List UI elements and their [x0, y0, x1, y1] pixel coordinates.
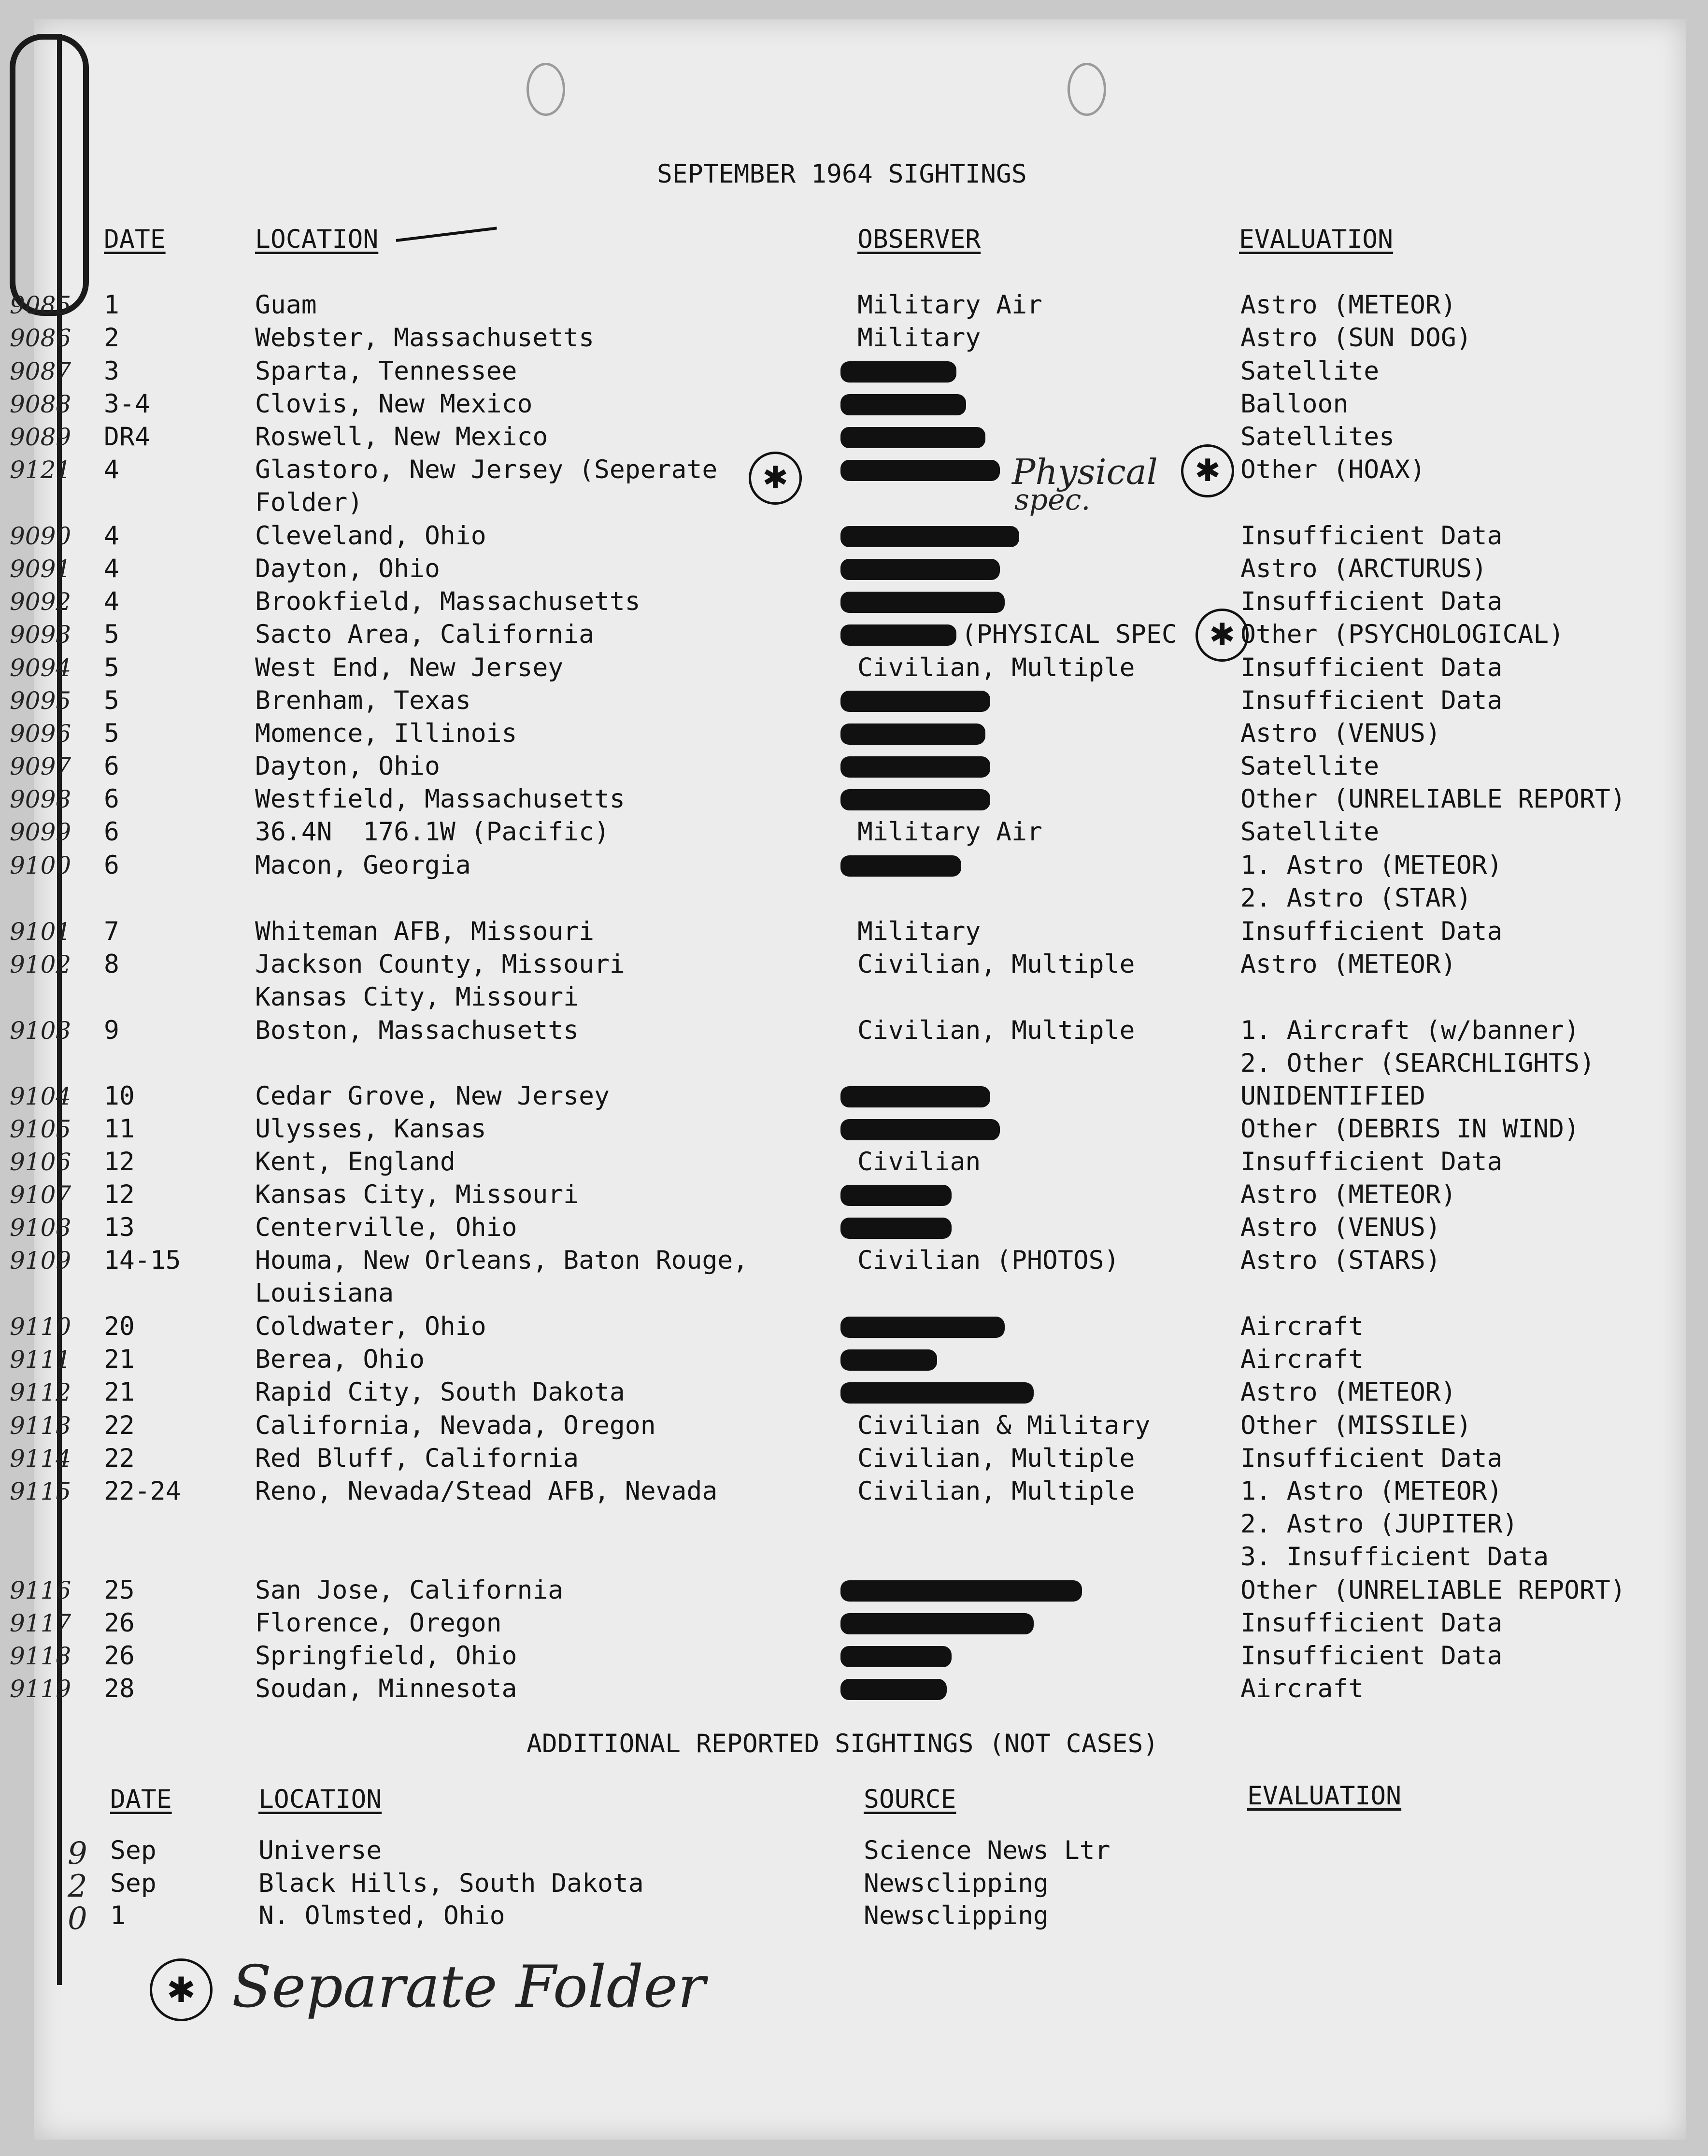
row-evaluation-cont: 2. Astro (STAR)	[1240, 883, 1472, 913]
row-date: 22	[104, 1444, 135, 1473]
row-observer: Civilian, Multiple	[857, 950, 1135, 979]
row-location: Boston, Massachusetts	[255, 1016, 579, 1045]
row-observer: Civilian, Multiple	[857, 1444, 1135, 1473]
row-date: 11	[104, 1114, 135, 1144]
additional-header-evaluation: EVALUATION	[1247, 1781, 1402, 1811]
row-evaluation: Insufficient Data	[1240, 1641, 1503, 1671]
row-location-cont: Folder)	[255, 488, 363, 517]
case-number: 9116	[10, 1576, 71, 1604]
case-number: 9108	[10, 1214, 71, 1242]
redaction-bar	[840, 1679, 947, 1700]
row-evaluation: Astro (METEOR)	[1240, 1180, 1456, 1209]
redaction-bar	[840, 691, 990, 712]
row-date: 26	[104, 1608, 135, 1638]
row-location: Reno, Nevada/Stead AFB, Nevada	[255, 1476, 718, 1506]
row-evaluation: Other (MISSILE)	[1240, 1411, 1472, 1440]
row-location: Clovis, New Mexico	[255, 389, 533, 419]
case-number: 9112	[10, 1378, 71, 1406]
row-location: Cleveland, Ohio	[255, 521, 486, 551]
row-date: 3-4	[104, 389, 150, 419]
redaction-bar	[840, 1613, 1034, 1634]
row-date: 5	[104, 620, 119, 649]
row-date: 5	[104, 653, 119, 682]
row-date: 6	[104, 752, 119, 781]
row-observer: Civilian (PHOTOS)	[857, 1246, 1120, 1275]
case-number: 9101	[10, 918, 71, 946]
row-evaluation: Insufficient Data	[1240, 1444, 1503, 1473]
case-number: 9103	[10, 1017, 71, 1045]
row-location: Florence, Oregon	[255, 1608, 502, 1638]
redaction-bar	[840, 756, 990, 778]
row-date: 5	[104, 686, 119, 715]
redaction-bar	[840, 1185, 952, 1206]
row-evaluation-cont: 2. Astro (JUPITER)	[1240, 1509, 1518, 1539]
row-location: N. Olmsted, Ohio	[258, 1901, 505, 1930]
row-location: Springfield, Ohio	[255, 1641, 517, 1671]
row-date: 9	[104, 1016, 119, 1045]
redaction-bar	[840, 592, 1005, 613]
row-evaluation: Aircraft	[1240, 1345, 1364, 1374]
handwritten-note: spec.	[1014, 483, 1091, 517]
case-number: 9089	[10, 423, 71, 451]
row-evaluation: Aircraft	[1240, 1674, 1364, 1703]
header-date: DATE	[104, 225, 166, 254]
row-evaluation: Astro (METEOR)	[1240, 1377, 1456, 1407]
row-location: Coldwater, Ohio	[255, 1312, 486, 1341]
case-number: 9102	[10, 950, 71, 979]
row-date: 8	[104, 950, 119, 979]
row-location: Brenham, Texas	[255, 686, 471, 715]
row-date: DR4	[104, 422, 150, 452]
row-location: Whiteman AFB, Missouri	[255, 917, 594, 946]
row-location: West End, New Jersey	[255, 653, 564, 682]
row-evaluation: 1. Aircraft (w/banner)	[1240, 1016, 1580, 1045]
row-observer: (PHYSICAL SPEC	[961, 620, 1177, 649]
row-date: 1	[110, 1901, 126, 1930]
row-date: 6	[104, 817, 119, 847]
redaction-bar	[840, 1349, 937, 1371]
row-location: Brookfield, Massachusetts	[255, 587, 640, 616]
row-evaluation: 1. Astro (METEOR)	[1240, 851, 1503, 880]
row-date: 6	[104, 784, 119, 814]
row-location: Rapid City, South Dakota	[255, 1377, 625, 1407]
row-evaluation: Astro (VENUS)	[1240, 719, 1441, 748]
asterisk-circle-icon: ✱	[150, 1958, 213, 2021]
row-location-cont: Louisiana	[255, 1278, 394, 1308]
header-evaluation: EVALUATION	[1239, 225, 1394, 254]
row-evaluation: Other (HOAX)	[1240, 455, 1425, 484]
row-evaluation: UNIDENTIFIED	[1240, 1081, 1425, 1111]
row-evaluation-cont: 3. Insufficient Data	[1240, 1542, 1549, 1572]
row-location: 36.4N 176.1W (Pacific)	[255, 817, 610, 847]
header-location: LOCATION	[255, 225, 379, 254]
row-evaluation: Insufficient Data	[1240, 1147, 1503, 1177]
redaction-bar	[840, 526, 1019, 547]
case-number: 2	[68, 1869, 87, 1904]
row-location: Berea, Ohio	[255, 1345, 425, 1374]
case-number: 9106	[10, 1148, 71, 1176]
row-location: Soudan, Minnesota	[255, 1674, 517, 1703]
row-location: Guam	[255, 290, 317, 320]
row-location-cont: Kansas City, Missouri	[255, 982, 579, 1012]
row-date: Sep	[110, 1836, 157, 1865]
row-location: Macon, Georgia	[255, 851, 471, 880]
redaction-bar	[840, 1119, 1000, 1140]
row-location: Ulysses, Kansas	[255, 1114, 486, 1144]
row-date: 5	[104, 719, 119, 748]
handwritten-note: Physical	[1012, 452, 1158, 492]
case-number: 9	[68, 1836, 87, 1872]
asterisk-circle-icon: ✱	[1181, 444, 1234, 497]
additional-header-location: LOCATION	[258, 1785, 382, 1814]
row-location: Dayton, Ohio	[255, 752, 440, 781]
row-date: 10	[104, 1081, 135, 1111]
redaction-bar	[840, 723, 985, 745]
row-evaluation: Aircraft	[1240, 1312, 1364, 1341]
redaction-bar	[840, 1382, 1034, 1404]
row-evaluation: Astro (SUN DOG)	[1240, 323, 1472, 353]
row-location: Roswell, New Mexico	[255, 422, 548, 452]
row-evaluation: Astro (ARCTURUS)	[1240, 554, 1487, 583]
row-date: 7	[104, 917, 119, 946]
row-date: 6	[104, 851, 119, 880]
row-location: Glastoro, New Jersey (Seperate	[255, 455, 718, 484]
row-evaluation: Satellite	[1240, 752, 1380, 781]
case-number: 9118	[10, 1642, 71, 1670]
row-location: Houma, New Orleans, Baton Rouge,	[255, 1246, 749, 1275]
case-number: 0	[68, 1901, 87, 1937]
case-number: 9095	[10, 687, 71, 715]
redaction-bar	[840, 361, 956, 383]
redaction-bar	[840, 1317, 1005, 1338]
row-location: Dayton, Ohio	[255, 554, 440, 583]
row-location: Cedar Grove, New Jersey	[255, 1081, 610, 1111]
case-number: 9085	[10, 291, 71, 319]
row-location: Centerville, Ohio	[255, 1213, 517, 1242]
additional-title: ADDITIONAL REPORTED SIGHTINGS (NOT CASES)	[527, 1729, 1159, 1759]
redaction-bar	[840, 1086, 990, 1107]
row-location: Universe	[258, 1836, 382, 1865]
case-number: 9121	[10, 456, 71, 484]
case-number: 9099	[10, 818, 71, 846]
case-number: 9100	[10, 851, 71, 879]
asterisk-circle-icon: ✱	[1196, 609, 1249, 662]
row-date: 4	[104, 521, 119, 551]
case-number: 9119	[10, 1675, 71, 1703]
row-observer: Civilian, Multiple	[857, 1476, 1135, 1506]
row-evaluation: Insufficient Data	[1240, 917, 1503, 946]
row-location: Momence, Illinois	[255, 719, 517, 748]
redaction-bar	[840, 394, 966, 415]
row-date: 26	[104, 1641, 135, 1671]
case-number: 9088	[10, 390, 71, 418]
row-source: Newsclipping	[864, 1901, 1049, 1930]
row-location: San Jose, California	[255, 1575, 564, 1605]
redaction-bar	[840, 789, 990, 810]
row-location: California, Nevada, Oregon	[255, 1411, 656, 1440]
row-date: Sep	[110, 1869, 157, 1898]
row-observer: Civilian, Multiple	[857, 1016, 1135, 1045]
row-observer: Military Air	[857, 290, 1042, 320]
case-number: 9114	[10, 1445, 71, 1473]
row-observer: Military	[857, 917, 981, 946]
asterisk-circle-icon: ✱	[749, 452, 802, 505]
row-location: Westfield, Massachusetts	[255, 784, 625, 814]
redaction-bar	[840, 1646, 952, 1667]
row-observer: Civilian	[857, 1147, 981, 1177]
case-number: 9107	[10, 1181, 71, 1209]
row-date: 3	[104, 356, 119, 386]
case-number: 9104	[10, 1082, 71, 1110]
row-evaluation: Other (UNRELIABLE REPORT)	[1240, 784, 1626, 814]
row-location: Sparta, Tennessee	[255, 356, 517, 386]
case-number: 9115	[10, 1477, 71, 1505]
row-location: Sacto Area, California	[255, 620, 594, 649]
case-number: 9105	[10, 1115, 71, 1143]
row-evaluation: Insufficient Data	[1240, 587, 1503, 616]
redaction-bar	[840, 1218, 952, 1239]
row-location: Red Bluff, California	[255, 1444, 579, 1473]
row-observer: Civilian, Multiple	[857, 653, 1135, 682]
row-date: 25	[104, 1575, 135, 1605]
row-date: 28	[104, 1674, 135, 1703]
row-date: 21	[104, 1345, 135, 1374]
row-date: 12	[104, 1147, 135, 1177]
row-evaluation: Balloon	[1240, 389, 1349, 419]
case-number: 9109	[10, 1247, 71, 1275]
case-number: 9094	[10, 654, 71, 682]
row-location: Black Hills, South Dakota	[258, 1869, 644, 1898]
row-evaluation: Insufficient Data	[1240, 653, 1503, 682]
row-evaluation: Insufficient Data	[1240, 686, 1503, 715]
row-date: 4	[104, 587, 119, 616]
redaction-bar	[840, 624, 956, 646]
row-location: Webster, Massachusetts	[255, 323, 594, 353]
row-observer: Military Air	[857, 817, 1042, 847]
row-evaluation: Insufficient Data	[1240, 521, 1503, 551]
case-number: 9087	[10, 357, 71, 385]
row-evaluation: 1. Astro (METEOR)	[1240, 1476, 1503, 1506]
row-date: 22-24	[104, 1476, 181, 1506]
case-number: 9092	[10, 588, 71, 616]
row-date: 22	[104, 1411, 135, 1440]
punch-hole	[1068, 63, 1106, 116]
redaction-bar	[840, 855, 961, 877]
row-evaluation: Insufficient Data	[1240, 1608, 1503, 1638]
row-date: 4	[104, 554, 119, 583]
case-number: 9093	[10, 621, 71, 649]
redaction-bar	[840, 427, 985, 448]
additional-header-date: DATE	[110, 1785, 172, 1814]
row-location: Jackson County, Missouri	[255, 950, 625, 979]
redaction-bar	[840, 559, 1000, 580]
case-number: 9086	[10, 324, 71, 352]
row-date: 2	[104, 323, 119, 353]
punch-hole	[527, 63, 565, 116]
row-observer: Civilian & Military	[857, 1411, 1151, 1440]
row-location: Kent, England	[255, 1147, 455, 1177]
row-evaluation-cont: 2. Other (SEARCHLIGHTS)	[1240, 1049, 1595, 1078]
case-number: 9091	[10, 555, 71, 583]
additional-header-source: SOURCE	[864, 1785, 956, 1814]
row-evaluation: Satellite	[1240, 356, 1380, 386]
row-evaluation: Satellite	[1240, 817, 1380, 847]
row-date: 21	[104, 1377, 135, 1407]
handwritten-footer-note: Separate Folder	[232, 1954, 706, 2021]
header-observer: OBSERVER	[857, 225, 981, 254]
row-date: 13	[104, 1213, 135, 1242]
row-location: Kansas City, Missouri	[255, 1180, 579, 1209]
row-date: 14-15	[104, 1246, 181, 1275]
case-number: 9096	[10, 720, 71, 748]
case-number: 9113	[10, 1412, 71, 1440]
case-number: 9111	[10, 1346, 71, 1374]
row-evaluation: Satellites	[1240, 422, 1395, 452]
row-date: 20	[104, 1312, 135, 1341]
row-evaluation: Other (UNRELIABLE REPORT)	[1240, 1575, 1626, 1605]
row-evaluation: Astro (VENUS)	[1240, 1213, 1441, 1242]
case-number: 9110	[10, 1313, 71, 1341]
case-number: 9090	[10, 522, 71, 550]
row-evaluation: Astro (METEOR)	[1240, 290, 1456, 320]
row-source: Newsclipping	[864, 1869, 1049, 1898]
row-evaluation: Other (PSYCHOLOGICAL)	[1240, 620, 1565, 649]
row-evaluation: Other (DEBRIS IN WIND)	[1240, 1114, 1580, 1144]
paper-clip	[10, 34, 89, 316]
case-number: 9097	[10, 752, 71, 780]
case-number: 9098	[10, 785, 71, 813]
row-date: 12	[104, 1180, 135, 1209]
row-date: 1	[104, 290, 119, 320]
redaction-bar	[840, 1580, 1082, 1602]
row-evaluation: Astro (STARS)	[1240, 1246, 1441, 1275]
row-source: Science News Ltr	[864, 1836, 1110, 1865]
case-number: 9117	[10, 1609, 71, 1637]
redaction-bar	[840, 460, 1000, 481]
row-observer: Military	[857, 323, 981, 353]
row-evaluation: Astro (METEOR)	[1240, 950, 1456, 979]
page-title: SEPTEMBER 1964 SIGHTINGS	[657, 159, 1027, 189]
row-date: 4	[104, 455, 119, 484]
